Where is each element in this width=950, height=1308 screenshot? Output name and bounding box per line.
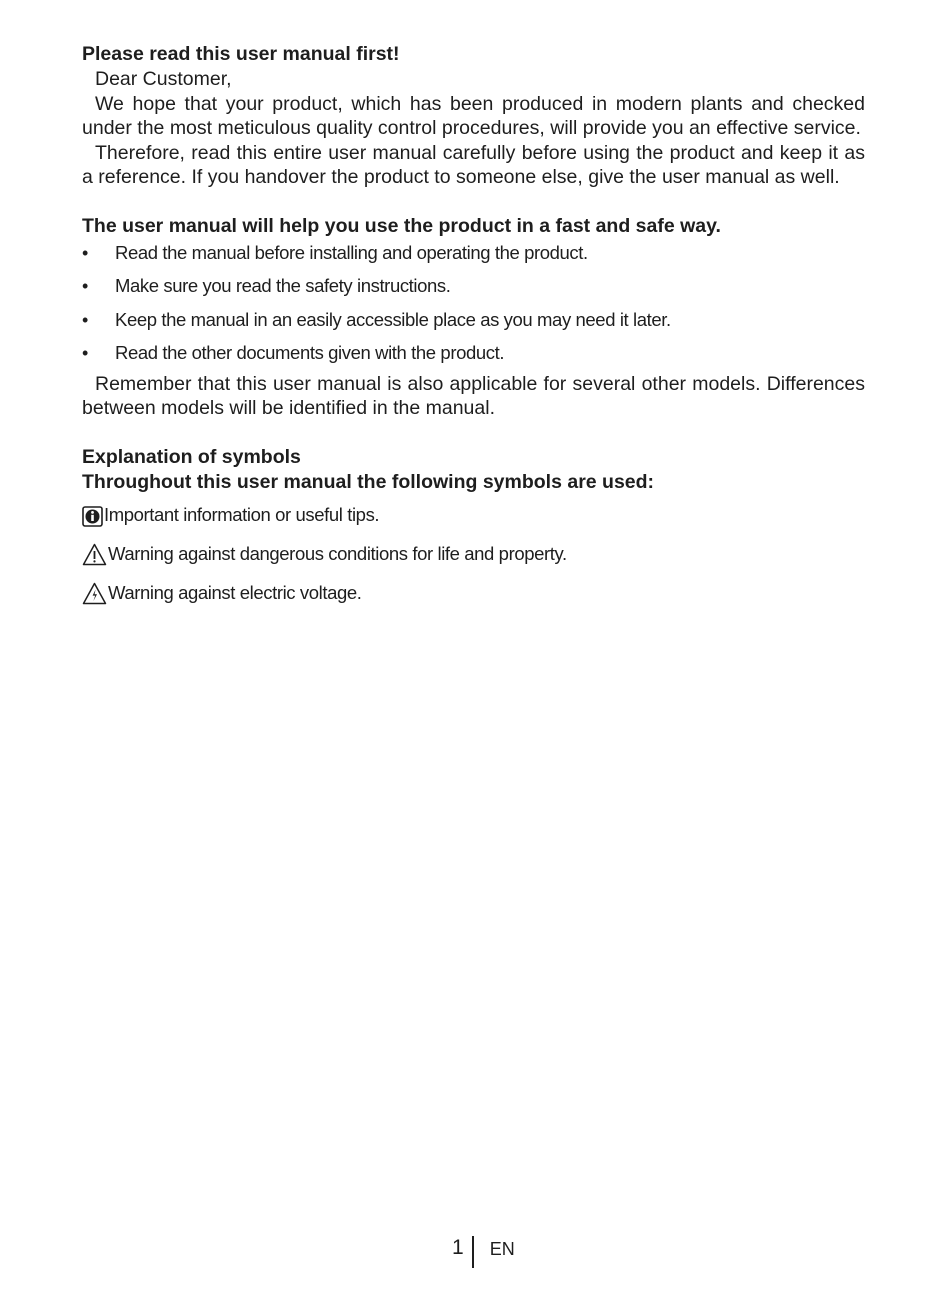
list-item: [82, 241, 865, 265]
help-heading: The user manual will help you use the product in a fast and safe way.: [82, 214, 721, 237]
bullet-icon: •: [82, 309, 88, 330]
intro-paragraph-2: Therefore, read this entire user manual carefully before using the product and keep it as a reference. If you handover the product to someone else, give the user manual as well.: [82, 141, 865, 188]
read-manual-heading: Please read this user manual first!: [82, 43, 400, 65]
spacer: [82, 421, 865, 445]
list-item: [82, 308, 865, 332]
symbol-description: Warning against dangerous conditions for life and property.: [108, 542, 567, 564]
list-item: [82, 274, 865, 298]
list-item: [82, 341, 865, 365]
page-footer: [452, 1236, 515, 1268]
bullet-icon: •: [82, 343, 88, 363]
symbol-description: Warning against electric voltage.: [108, 581, 362, 603]
electric-warning-icon: [82, 582, 107, 605]
list-item: [82, 503, 865, 527]
bullet-icon: •: [82, 242, 88, 263]
symbol-description: Important information or useful tips.: [104, 503, 380, 525]
symbols-list: [82, 503, 865, 605]
info-icon: [82, 506, 103, 527]
symbols-subheading: Throughout this user manual the following symbols are used:: [82, 470, 655, 493]
bullet-icon: •: [82, 276, 88, 296]
greeting: Dear Customer,: [95, 68, 232, 90]
help-bullet-list: [82, 241, 865, 366]
language-label: EN: [489, 1239, 515, 1259]
spacer: [82, 190, 865, 214]
symbols-heading: Explanation of symbols: [82, 445, 301, 468]
list-item-text: Keep the manual in an easily accessible place as you may need it later.: [115, 308, 671, 330]
list-item-text: Make sure you read the safety instructions.: [115, 275, 451, 296]
remember-paragraph: Remember that this user manual is also applicable for several other models. Differences between models will be identified in the manual.: [82, 372, 865, 419]
manual-page-content: [82, 42, 865, 620]
footer-divider: [472, 1236, 474, 1268]
list-item-text: Read the other documents given with the product.: [115, 342, 505, 363]
warning-triangle-icon: [82, 543, 107, 566]
page-number: 1: [452, 1236, 464, 1259]
list-item: [82, 581, 865, 605]
list-item: [82, 542, 865, 566]
list-item-text: Read the manual before installing and operating the product.: [115, 241, 588, 263]
intro-paragraph-1: We hope that your product, which has been produced in modern plants and checked under the most meticulous quality control procedures, will provide you an effective service.: [82, 92, 865, 139]
